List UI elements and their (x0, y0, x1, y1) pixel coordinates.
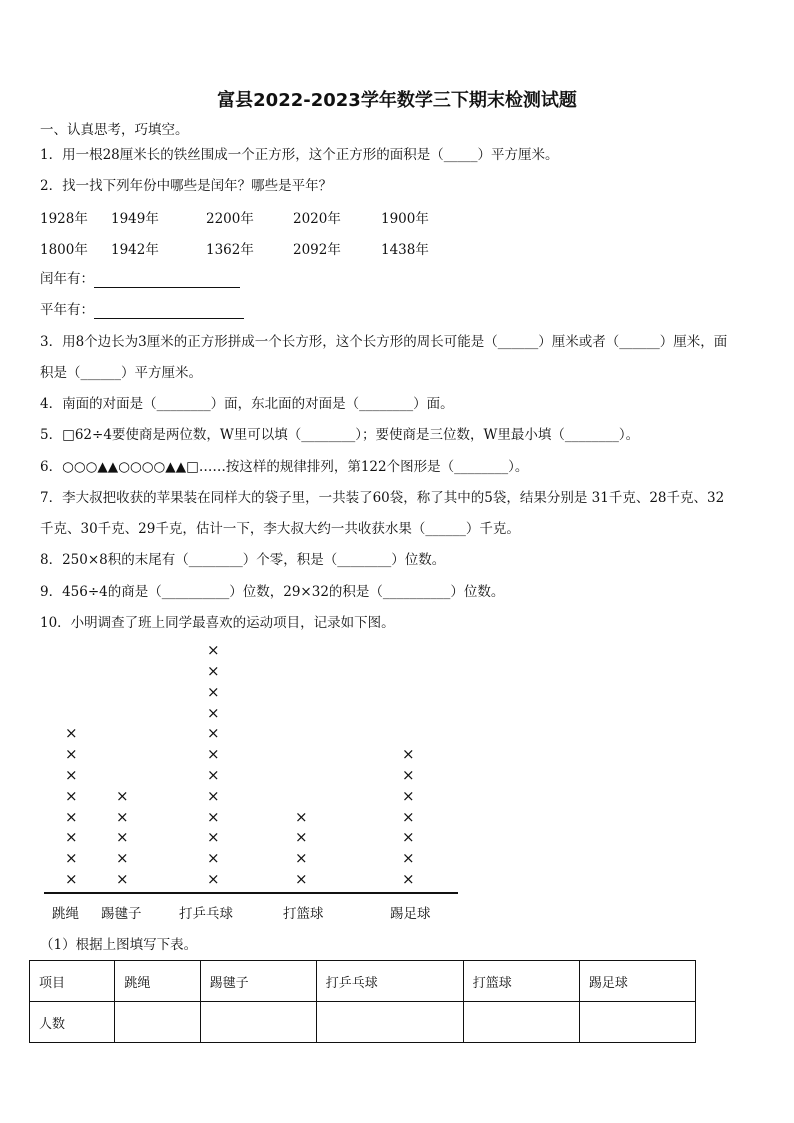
tally-mark: × (295, 849, 308, 868)
table-cell: 踢足球 (579, 961, 695, 1002)
tally-mark: × (402, 828, 415, 847)
tally-mark: × (116, 807, 129, 826)
tally-mark: × (207, 745, 220, 764)
chart-axis-line (44, 892, 458, 894)
tally-mark: × (402, 870, 415, 888)
tally-mark: × (207, 807, 220, 826)
tally-mark: × (207, 828, 220, 847)
table-cell: 打乒乓球 (316, 961, 463, 1002)
answer-table (29, 960, 696, 1043)
year: 1942年 (111, 242, 159, 258)
answer-cell[interactable] (200, 1002, 316, 1043)
leap-year-answer[interactable] (94, 273, 240, 288)
tally-mark: × (402, 745, 415, 764)
tally-mark: × (116, 828, 129, 847)
common-year-label: 平年有： (40, 302, 94, 318)
table-cell: 踢毽子 (200, 961, 316, 1002)
tally-mark: × (65, 849, 78, 868)
tally-mark: × (207, 766, 220, 784)
question-7: 7．李大叔把收获的苹果装在同样大的袋子里，一共装了60袋，称了其中的5袋，结果分别是 31千克、28千克、32 (40, 490, 725, 506)
table-cell: 打篮球 (463, 961, 579, 1002)
tally-mark: × (207, 703, 220, 722)
tally-mark: × (207, 849, 220, 868)
tally-mark: × (207, 641, 220, 660)
question-3: 3．用8个边长为3厘米的正方形拼成一个长方形，这个长方形的周长可能是（______）厘米或者（______）厘米，面 (40, 334, 728, 350)
leap-year-line (40, 270, 240, 288)
year: 2200年 (206, 211, 254, 227)
tally-mark: × (65, 745, 78, 764)
question-5: 5．□62÷4要使商是两位数，W里可以填（________）；要使商是三位数，W里最小填（________）。 (40, 427, 640, 443)
question-3-cont: 积是（______）平方厘米。 (40, 365, 202, 381)
tally-mark: × (65, 870, 78, 888)
table-cell: 人数 (30, 1002, 115, 1043)
question-6: 6．○○○▲▲○○○○▲▲□……按这样的规律排列，第122个图形是（________）。 (40, 459, 529, 475)
answer-cell[interactable] (463, 1002, 579, 1043)
tally-mark: × (295, 870, 308, 888)
question-9: 9．456÷4的商是（__________）位数，29×32的积是（__________）位数。 (40, 584, 505, 600)
table-cell: 跳绳 (115, 961, 200, 1002)
year: 1438年 (381, 242, 429, 258)
table-cell: 项目 (30, 961, 115, 1002)
tally-mark: × (65, 766, 78, 784)
sub-question-1: （1）根据上图填写下表。 (40, 937, 198, 953)
tally-mark: × (207, 724, 220, 743)
tally-mark: × (207, 682, 220, 701)
question-10: 10．小明调查了班上同学最喜欢的运动项目，记录如下图。 (40, 615, 395, 631)
question-8: 8．250×8积的末尾有（________）个零，积是（________）位数。 (40, 552, 446, 568)
tally-mark: × (65, 828, 78, 847)
answer-cell[interactable] (579, 1002, 695, 1043)
question-4: 4．南面的对面是（________）面，东北面的对面是（________）面。 (40, 396, 454, 412)
tally-mark: × (295, 807, 308, 826)
category-label: 跳绳 (52, 906, 79, 922)
tally-mark: × (116, 870, 129, 888)
year: 2092年 (293, 242, 341, 258)
year: 1928年 (40, 211, 88, 227)
question-2: 2．找一找下列年份中哪些是闰年？哪些是平年？ (40, 178, 333, 194)
tally-mark: × (402, 766, 415, 784)
tally-mark: × (116, 786, 129, 805)
common-year-line (40, 301, 244, 319)
tally-mark: × (65, 807, 78, 826)
category-label: 打乒乓球 (179, 906, 233, 922)
year: 1362年 (206, 242, 254, 258)
year: 2020年 (293, 211, 341, 227)
category-label: 打篮球 (283, 906, 324, 922)
page-title: 富县2022-2023学年数学三下期末检测试题 (217, 90, 577, 111)
tally-mark: × (295, 828, 308, 847)
year: 1949年 (111, 211, 159, 227)
category-label: 踢足球 (390, 906, 431, 922)
tally-mark: × (65, 724, 78, 743)
common-year-answer[interactable] (94, 304, 244, 319)
table-header-row (30, 961, 696, 1002)
year: 1900年 (381, 211, 429, 227)
tally-mark: × (65, 786, 78, 805)
category-label: 踢毽子 (101, 906, 142, 922)
table-row (30, 1002, 696, 1043)
tally-mark: × (207, 870, 220, 888)
question-7-cont: 千克、30千克、29千克，估计一下，李大叔大约一共收获水果（______）千克。 (40, 521, 520, 537)
tally-mark: × (207, 786, 220, 805)
year: 1800年 (40, 242, 88, 258)
tally-mark: × (402, 786, 415, 805)
section-heading: 一、认真思考，巧填空。 (40, 122, 189, 138)
leap-year-label: 闰年有： (40, 271, 94, 287)
answer-cell[interactable] (115, 1002, 200, 1043)
tally-mark: × (402, 849, 415, 868)
answer-cell[interactable] (316, 1002, 463, 1043)
tally-mark: × (116, 849, 129, 868)
tally-mark: × (402, 807, 415, 826)
tally-mark: × (207, 662, 220, 680)
question-1: 1．用一根28厘米长的铁丝围成一个正方形，这个正方形的面积是（_____）平方厘米。 (40, 147, 559, 163)
